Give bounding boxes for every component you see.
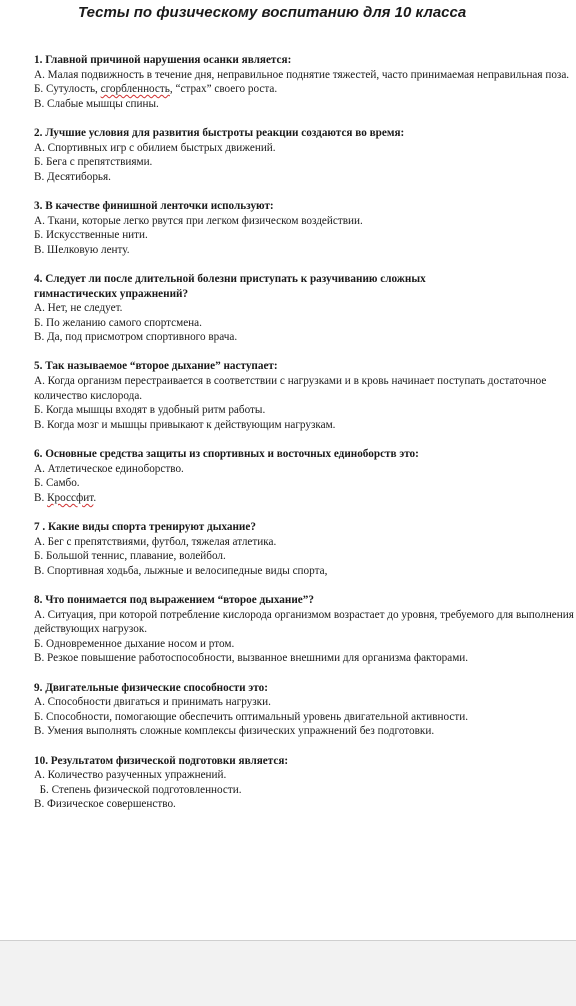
question-1: [34, 53, 576, 111]
option-b: Б. По желанию самого спортсмена.: [34, 316, 202, 329]
question-text: 7 . Какие виды спорта тренируют дыхание?: [34, 521, 256, 533]
option-c-text-end: .: [93, 491, 97, 504]
question-10: [34, 754, 576, 812]
option-a: А. Малая подвижность в течение дня, неправильное поднятие тяжестей, часто принимаемая неправильная поза.: [34, 68, 570, 81]
question-3: [34, 199, 576, 257]
document-title: Тесты по физическому воспитанию для 10 класса: [78, 4, 467, 21]
option-a: А. Когда организм перестраивается в соответствии с нагрузками и в кровь начинает поступать достаточное количество кислорода.: [34, 375, 547, 402]
option-a: А. Атлетическое единоборство.: [34, 462, 184, 475]
question-4: [34, 272, 576, 345]
option-a: А. Бег с препятствиями, футбол, тяжелая атлетика.: [34, 535, 277, 548]
question-6: [34, 447, 576, 505]
option-b: [34, 82, 576, 97]
option-c: В. Шелковую ленту.: [34, 243, 130, 256]
option-c-text: В.: [34, 491, 48, 504]
option-a: А. Ткани, которые легко рвутся при легком физическом воздействии.: [34, 214, 363, 227]
spellcheck-underline[interactable]: Кроссфит: [47, 491, 94, 504]
option-c: В. Слабые мышцы спины.: [34, 97, 159, 110]
question-text: 1. Главной причиной нарушения осанки является:: [34, 54, 292, 66]
option-b: Б. Большой теннис, плавание, волейбол.: [34, 550, 226, 563]
question-list: [34, 53, 576, 826]
question-5: [34, 359, 576, 432]
option-b: Б. Степень физической подготовленности.: [34, 783, 242, 796]
question-text: 10. Результатом физической подготовки является:: [34, 754, 289, 767]
question-text: 2. Лучшие условия для развития быстроты реакции создаются во время:: [34, 126, 405, 139]
option-a: А. Спортивных игр с обилием быстрых движений.: [34, 141, 276, 154]
option-c: В. Физическое совершенство.: [34, 798, 176, 811]
page-bottom-border: [0, 940, 576, 941]
option-a: А. Ситуация, при которой потребление кислорода организмом возрастает до уровня, требуемого для выполнения действующих нагрузок.: [34, 608, 574, 636]
option-a: А. Способности двигаться и принимать нагрузки.: [34, 696, 271, 709]
option-a: А. Нет, не следует.: [34, 302, 123, 315]
option-b: Б. Самбо.: [34, 477, 80, 490]
option-c: [34, 491, 576, 506]
question-9: [34, 681, 576, 739]
option-a: А. Количество разученных упражнений.: [34, 769, 227, 782]
option-b: Б. Способности, помогающие обеспечить оптимальный уровень двигательной активности.: [34, 710, 469, 723]
question-text: 3. В качестве финишной ленточки используют:: [34, 199, 274, 212]
option-b: Б. Бега с препятствиями.: [34, 156, 153, 169]
question-2: [34, 126, 576, 184]
question-8: [34, 593, 576, 666]
question-text: 6. Основные средства защиты из спортивных и восточных единоборств это:: [34, 448, 419, 461]
option-b-text-end: , “страх” своего роста.: [169, 83, 278, 96]
question-text: 8. Что понимается под выражением “второе дыхание”?: [34, 593, 314, 606]
option-c: В. Спортивная ходьба, лыжные и велосипедные виды спорта,: [34, 564, 328, 577]
question-text: 9. Двигательные физические способности это:: [34, 681, 268, 694]
option-c: В. Десятиборья.: [34, 170, 111, 183]
question-text: 4. Следует ли после длительной болезни приступать к разучиванию сложных гимнастических упражнений?: [34, 272, 426, 300]
question-text: 5. Так называемое “второе дыхание” наступает:: [34, 360, 278, 373]
spellcheck-underline[interactable]: сгорбленность: [100, 83, 170, 96]
option-b: Б. Одновременное дыхание носом и ртом.: [34, 637, 235, 650]
question-7: [34, 520, 576, 578]
option-c: В. Резкое повышение работоспособности, вызванное внешними для организма факторами.: [34, 652, 469, 665]
option-c: В. Да, под присмотром спортивного врача.: [34, 331, 238, 344]
option-c: В. Когда мозг и мышцы привыкают к действующим нагрузкам.: [34, 418, 336, 431]
option-b: Б. Когда мышцы входят в удобный ритм работы.: [34, 404, 266, 417]
option-b-text: Б. Сутулость,: [34, 83, 101, 96]
option-b: Б. Искусственные нити.: [34, 229, 148, 242]
option-c: В. Умения выполнять сложные комплексы физических упражнений без подготовки.: [34, 725, 435, 738]
